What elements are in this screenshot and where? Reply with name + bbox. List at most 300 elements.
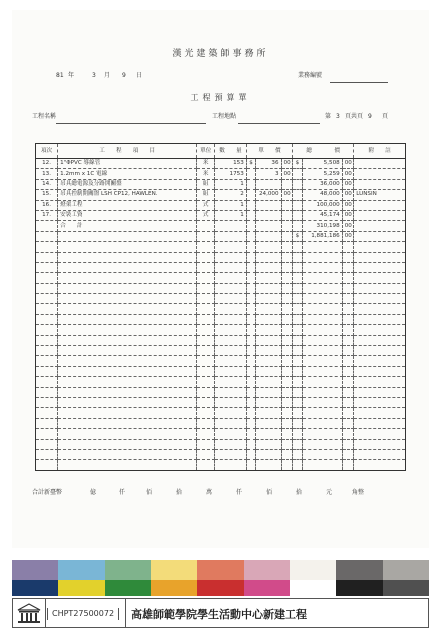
total-cents bbox=[342, 387, 354, 397]
total-cents bbox=[342, 449, 354, 459]
table-row bbox=[36, 159, 406, 169]
unit-price-currency bbox=[246, 283, 255, 293]
table-row bbox=[36, 283, 406, 293]
item-description bbox=[58, 325, 197, 335]
total-price bbox=[302, 346, 342, 356]
item-qty bbox=[215, 439, 247, 449]
item-qty bbox=[215, 262, 247, 272]
total-cents bbox=[342, 304, 354, 314]
page-total: 9 bbox=[368, 113, 372, 120]
date-month-label: 月 bbox=[104, 72, 111, 79]
item-qty bbox=[215, 387, 247, 397]
table-row bbox=[36, 418, 406, 428]
color-swatch bbox=[58, 580, 104, 596]
date-year: 81 bbox=[56, 72, 64, 79]
table-row bbox=[36, 346, 406, 356]
item-note bbox=[354, 439, 406, 449]
total-currency bbox=[293, 294, 302, 304]
unit-price-currency bbox=[246, 190, 255, 200]
unit-price bbox=[256, 387, 281, 397]
item-description: 1"ΦPVC 導線管 bbox=[58, 159, 197, 169]
item-no bbox=[36, 408, 58, 418]
total-cents bbox=[342, 335, 354, 345]
total-cents: 00 bbox=[342, 231, 354, 241]
total-price: 5,508 bbox=[302, 159, 342, 169]
total-price bbox=[302, 429, 342, 439]
item-no bbox=[36, 460, 58, 470]
total-cents bbox=[342, 325, 354, 335]
unit-price-currency bbox=[246, 366, 255, 376]
total-price bbox=[302, 304, 342, 314]
date-month: 3 bbox=[92, 72, 96, 79]
item-qty: 1 bbox=[215, 210, 247, 220]
unit-price-cents bbox=[281, 460, 293, 470]
item-note bbox=[354, 200, 406, 210]
unit-price-currency bbox=[246, 356, 255, 366]
color-swatch bbox=[290, 580, 336, 596]
item-unit bbox=[197, 418, 215, 428]
item-note bbox=[354, 335, 406, 345]
item-note bbox=[354, 252, 406, 262]
color-swatch bbox=[105, 580, 151, 596]
table-row bbox=[36, 439, 406, 449]
item-unit bbox=[197, 325, 215, 335]
unit-price-currency bbox=[246, 439, 255, 449]
total-price bbox=[302, 408, 342, 418]
business-no-line bbox=[330, 82, 388, 83]
table-row bbox=[36, 356, 406, 366]
item-note bbox=[354, 377, 406, 387]
unit-price bbox=[256, 408, 281, 418]
total-price bbox=[302, 283, 342, 293]
total-cents: 00 bbox=[342, 159, 354, 169]
total-cents bbox=[342, 408, 354, 418]
item-description bbox=[58, 460, 197, 470]
unit-price-cents bbox=[281, 262, 293, 272]
total-price bbox=[302, 397, 342, 407]
item-no bbox=[36, 335, 58, 345]
item-qty bbox=[215, 252, 247, 262]
item-qty bbox=[215, 429, 247, 439]
item-note bbox=[354, 314, 406, 324]
unit-price-cents bbox=[281, 283, 293, 293]
item-description bbox=[58, 408, 197, 418]
unit-price-cents bbox=[281, 366, 293, 376]
project-location-line bbox=[238, 123, 320, 124]
total-currency: $ bbox=[293, 159, 302, 169]
item-note bbox=[354, 221, 406, 231]
item-unit bbox=[197, 366, 215, 376]
unit-price-cents bbox=[281, 356, 293, 366]
item-no bbox=[36, 221, 58, 231]
item-no: 12. bbox=[36, 159, 58, 169]
item-qty bbox=[215, 325, 247, 335]
total-price bbox=[302, 262, 342, 272]
item-unit bbox=[197, 304, 215, 314]
unit-price: 36 bbox=[256, 159, 281, 169]
item-note bbox=[354, 283, 406, 293]
total-price bbox=[302, 314, 342, 324]
total-price bbox=[302, 449, 342, 459]
item-unit bbox=[197, 283, 215, 293]
unit-price-currency bbox=[246, 210, 255, 220]
total-words-unit: 萬 bbox=[206, 489, 213, 496]
unit-price bbox=[256, 179, 281, 189]
item-description bbox=[58, 231, 197, 241]
item-qty bbox=[215, 283, 247, 293]
unit-price-cents bbox=[281, 179, 293, 189]
total-words-unit: 拾 bbox=[176, 489, 183, 496]
item-description: 1.2mm x 1C 電線 bbox=[58, 169, 197, 179]
unit-price bbox=[256, 252, 281, 262]
table-header-row bbox=[36, 144, 406, 159]
unit-price-cents bbox=[281, 325, 293, 335]
unit-price-cents bbox=[281, 439, 293, 449]
building-seal-icon bbox=[15, 601, 43, 625]
item-no bbox=[36, 387, 58, 397]
item-description bbox=[58, 387, 197, 397]
project-name-label: 工程名稱 bbox=[32, 113, 57, 120]
unit-price bbox=[256, 377, 281, 387]
color-swatch bbox=[12, 580, 58, 596]
total-cents bbox=[342, 460, 354, 470]
total-currency bbox=[293, 314, 302, 324]
unit-price-currency bbox=[246, 273, 255, 283]
total-currency bbox=[293, 200, 302, 210]
item-unit: 組 bbox=[197, 190, 215, 200]
item-note bbox=[354, 449, 406, 459]
date-day: 9 bbox=[122, 72, 126, 79]
unit-price-cents bbox=[281, 397, 293, 407]
item-note bbox=[354, 346, 406, 356]
table-row bbox=[36, 221, 406, 231]
item-note bbox=[354, 262, 406, 272]
total-currency bbox=[293, 356, 302, 366]
item-note bbox=[354, 418, 406, 428]
item-qty: 1 bbox=[215, 200, 247, 210]
item-qty bbox=[215, 356, 247, 366]
item-description bbox=[58, 397, 197, 407]
unit-price-currency bbox=[246, 231, 255, 241]
color-swatch bbox=[151, 580, 197, 596]
item-unit: 式 bbox=[197, 200, 215, 210]
unit-price-currency bbox=[246, 449, 255, 459]
item-description bbox=[58, 366, 197, 376]
unit-price-cents bbox=[281, 377, 293, 387]
item-no bbox=[36, 366, 58, 376]
footer-divider bbox=[45, 599, 46, 627]
item-unit bbox=[197, 397, 215, 407]
color-swatch bbox=[105, 560, 151, 580]
item-description bbox=[58, 273, 197, 283]
item-no bbox=[36, 449, 58, 459]
total-cents: 00 bbox=[342, 200, 354, 210]
unit-price bbox=[256, 460, 281, 470]
unit-price bbox=[256, 231, 281, 241]
unit-price bbox=[256, 221, 281, 231]
item-qty bbox=[215, 314, 247, 324]
item-no: 16. bbox=[36, 200, 58, 210]
total-price bbox=[302, 356, 342, 366]
color-swatch bbox=[197, 560, 243, 580]
table-row bbox=[36, 377, 406, 387]
item-note bbox=[354, 356, 406, 366]
unit-price bbox=[256, 397, 281, 407]
item-unit bbox=[197, 408, 215, 418]
total-currency bbox=[293, 439, 302, 449]
total-cents bbox=[342, 439, 354, 449]
unit-price-cents bbox=[281, 200, 293, 210]
total-currency bbox=[293, 397, 302, 407]
unit-price bbox=[256, 283, 281, 293]
item-unit bbox=[197, 252, 215, 262]
total-cents bbox=[342, 346, 354, 356]
unit-price-cents bbox=[281, 242, 293, 252]
item-note bbox=[354, 210, 406, 220]
color-swatch bbox=[383, 580, 429, 596]
item-qty bbox=[215, 366, 247, 376]
col-note: 附 註 bbox=[354, 144, 406, 159]
total-currency bbox=[293, 460, 302, 470]
total-price: 45,174 bbox=[302, 210, 342, 220]
unit-price-cents: 00 bbox=[281, 190, 293, 200]
total-price bbox=[302, 325, 342, 335]
unit-price-currency bbox=[246, 377, 255, 387]
unit-price-currency bbox=[246, 408, 255, 418]
item-description bbox=[58, 377, 197, 387]
total-price bbox=[302, 335, 342, 345]
item-note bbox=[354, 460, 406, 470]
unit-price-currency bbox=[246, 179, 255, 189]
total-currency bbox=[293, 242, 302, 252]
item-description bbox=[58, 304, 197, 314]
total-price: 1,881,186 bbox=[302, 231, 342, 241]
total-cents bbox=[342, 242, 354, 252]
item-unit bbox=[197, 449, 215, 459]
item-unit bbox=[197, 314, 215, 324]
item-no bbox=[36, 242, 58, 252]
item-note bbox=[354, 397, 406, 407]
office-name: 漢光建築師事務所 bbox=[172, 49, 269, 59]
total-words-unit: 佰 bbox=[266, 489, 273, 496]
total-currency bbox=[293, 377, 302, 387]
total-cents bbox=[342, 314, 354, 324]
table-row bbox=[36, 169, 406, 179]
total-words-unit: 仟 bbox=[119, 489, 126, 496]
total-currency bbox=[293, 335, 302, 345]
total-currency bbox=[293, 169, 302, 179]
item-no bbox=[36, 273, 58, 283]
item-no bbox=[36, 418, 58, 428]
item-unit bbox=[197, 387, 215, 397]
unit-price-cents bbox=[281, 408, 293, 418]
item-qty bbox=[215, 346, 247, 356]
item-note bbox=[354, 231, 406, 241]
item-no bbox=[36, 304, 58, 314]
table-row bbox=[36, 397, 406, 407]
total-cents bbox=[342, 397, 354, 407]
unit-price-currency bbox=[246, 387, 255, 397]
total-words-unit: 角整 bbox=[352, 489, 365, 496]
item-qty bbox=[215, 460, 247, 470]
item-note bbox=[354, 242, 406, 252]
item-description: 吊具總電源及分路開關盤 bbox=[58, 179, 197, 189]
item-no bbox=[36, 439, 58, 449]
table-row bbox=[36, 273, 406, 283]
item-no: 13. bbox=[36, 169, 58, 179]
unit-price: 3 bbox=[256, 169, 281, 179]
item-note bbox=[354, 408, 406, 418]
item-unit bbox=[197, 294, 215, 304]
total-currency bbox=[293, 283, 302, 293]
unit-price-currency bbox=[246, 346, 255, 356]
total-currency bbox=[293, 418, 302, 428]
archive-footer bbox=[12, 598, 429, 628]
item-note bbox=[354, 179, 406, 189]
item-no: 17. bbox=[36, 210, 58, 220]
item-unit bbox=[197, 356, 215, 366]
unit-price-cents bbox=[281, 294, 293, 304]
unit-price bbox=[256, 273, 281, 283]
unit-price-currency bbox=[246, 252, 255, 262]
total-cents: 00 bbox=[342, 190, 354, 200]
item-description bbox=[58, 294, 197, 304]
total-currency bbox=[293, 179, 302, 189]
total-currency bbox=[293, 408, 302, 418]
unit-price-cents bbox=[281, 429, 293, 439]
total-currency bbox=[293, 366, 302, 376]
item-no bbox=[36, 262, 58, 272]
item-unit: 米 bbox=[197, 169, 215, 179]
color-swatch bbox=[58, 560, 104, 580]
item-note bbox=[354, 304, 406, 314]
color-swatch bbox=[336, 580, 382, 596]
total-cents bbox=[342, 418, 354, 428]
unit-price-currency bbox=[246, 418, 255, 428]
color-calibration-strip-top bbox=[12, 560, 429, 580]
col-item: 項次 bbox=[36, 144, 58, 159]
item-qty bbox=[215, 294, 247, 304]
item-note bbox=[354, 169, 406, 179]
item-description bbox=[58, 429, 197, 439]
color-swatch bbox=[151, 560, 197, 580]
table-row bbox=[36, 408, 406, 418]
item-qty bbox=[215, 377, 247, 387]
item-qty bbox=[215, 231, 247, 241]
total-cents bbox=[342, 294, 354, 304]
unit-price-cents bbox=[281, 346, 293, 356]
table-row bbox=[36, 387, 406, 397]
item-note bbox=[354, 366, 406, 376]
item-no bbox=[36, 231, 58, 241]
table-row bbox=[36, 335, 406, 345]
unit-price bbox=[256, 418, 281, 428]
color-swatch bbox=[383, 560, 429, 580]
total-currency bbox=[293, 221, 302, 231]
total-cents: 00 bbox=[342, 210, 354, 220]
color-swatch bbox=[197, 580, 243, 596]
item-unit: 式 bbox=[197, 210, 215, 220]
unit-price-cents bbox=[281, 335, 293, 345]
item-qty: 2 bbox=[215, 190, 247, 200]
col-unit-price: 單 價 bbox=[246, 144, 292, 159]
table-row bbox=[36, 252, 406, 262]
item-unit bbox=[197, 221, 215, 231]
total-currency bbox=[293, 346, 302, 356]
total-cents: 00 bbox=[342, 169, 354, 179]
unit-price bbox=[256, 356, 281, 366]
unit-price bbox=[256, 429, 281, 439]
total-cents bbox=[342, 262, 354, 272]
item-description bbox=[58, 242, 197, 252]
unit-price bbox=[256, 439, 281, 449]
unit-price bbox=[256, 449, 281, 459]
total-currency bbox=[293, 273, 302, 283]
unit-price-cents bbox=[281, 273, 293, 283]
item-note bbox=[354, 273, 406, 283]
table-row bbox=[36, 210, 406, 220]
item-qty bbox=[215, 418, 247, 428]
project-location-label: 工程地點 bbox=[212, 113, 237, 120]
total-words-unit: 億 bbox=[90, 489, 97, 496]
total-currency bbox=[293, 449, 302, 459]
unit-price-cents bbox=[281, 231, 293, 241]
item-qty: 1753 bbox=[215, 169, 247, 179]
total-price bbox=[302, 387, 342, 397]
unit-price-currency bbox=[246, 325, 255, 335]
total-price bbox=[302, 242, 342, 252]
unit-price bbox=[256, 200, 281, 210]
unit-price-cents bbox=[281, 314, 293, 324]
total-currency bbox=[293, 325, 302, 335]
unit-price bbox=[256, 242, 281, 252]
unit-price-currency bbox=[246, 169, 255, 179]
unit-price: 24,000 bbox=[256, 190, 281, 200]
item-description bbox=[58, 346, 197, 356]
item-no bbox=[36, 294, 58, 304]
item-description: 安裝工資 bbox=[58, 210, 197, 220]
unit-price-currency bbox=[246, 314, 255, 324]
unit-price-currency bbox=[246, 460, 255, 470]
unit-price bbox=[256, 335, 281, 345]
total-price: 48,000 bbox=[302, 190, 342, 200]
table-row bbox=[36, 231, 406, 241]
unit-price bbox=[256, 314, 281, 324]
table-row bbox=[36, 449, 406, 459]
item-description bbox=[58, 314, 197, 324]
col-description: 工 程 項 目 bbox=[58, 144, 197, 159]
unit-price bbox=[256, 325, 281, 335]
item-no bbox=[36, 314, 58, 324]
item-qty bbox=[215, 449, 247, 459]
date-year-label: 年 bbox=[68, 72, 75, 79]
total-cents: 00 bbox=[342, 221, 354, 231]
total-currency: $ bbox=[293, 231, 302, 241]
unit-price-cents: 00 bbox=[281, 169, 293, 179]
unit-price-currency bbox=[246, 304, 255, 314]
item-no bbox=[36, 346, 58, 356]
item-description bbox=[58, 252, 197, 262]
footer-divider bbox=[125, 599, 126, 627]
total-currency bbox=[293, 210, 302, 220]
item-unit bbox=[197, 377, 215, 387]
item-description bbox=[58, 283, 197, 293]
total-cents bbox=[342, 283, 354, 293]
total-cents bbox=[342, 366, 354, 376]
total-price: 36,000 bbox=[302, 179, 342, 189]
unit-price-currency bbox=[246, 200, 255, 210]
item-qty bbox=[215, 408, 247, 418]
